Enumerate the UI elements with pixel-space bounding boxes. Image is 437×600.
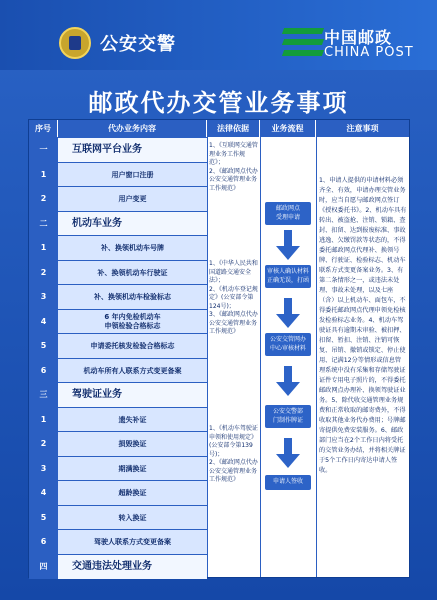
column-header-notice: 注意事项 (316, 120, 409, 137)
table-row (29, 333, 207, 358)
legal-basis-vehicle: 1、《中华人民共和国道路交通安全法》； 2、《机动车登记规定》(公安部令第124号)； 3、《邮政网点代办公安交通管理业务工作规范》 (209, 260, 258, 335)
section-row (29, 554, 207, 579)
row-service-text: 期满换证 (118, 464, 147, 473)
row-number: 2 (29, 187, 58, 211)
flow-step-1: 邮政网点 受理申请 (265, 202, 311, 225)
row-number: 2 (29, 432, 58, 456)
row-service-text: 机动车所有人联系方式变更备案 (83, 366, 182, 375)
row-number: 4 (29, 481, 58, 505)
column-header-no: 序号 (29, 120, 58, 137)
column-divider (316, 137, 317, 577)
police-org-name: 公安交警 (100, 34, 176, 55)
table-row (29, 235, 207, 260)
row-service-text: 补、换领机动车检验标志 (94, 293, 171, 301)
table-row (29, 431, 207, 456)
table-row (29, 309, 207, 334)
notice-text: 1、申请人提供的申请材料必须齐全、有效，申请办理交管业务时，应当自愿与邮政网点签订《授权委托书》。2、机动车具有转出、被盗抢、注销、锁籍、查封、扣留、达到报废标准、事故逃逸、欠缴罚款等状态的，不得委托邮政网点代理补、换领号牌、行驶证、检验标志、机动车联系方式变更备案业务。3、有第二条情形之一，或违法未处理、事故未处理，以及七座（含）以上机动车、面包车，不得委托邮政网点代理申领免检核发检验标志业务。4、机动车驾驶证具有逾期未审验、被扣押、扣留、暂扣、注销、注销可恢复、吊销、撤销或锁定、停止使用、记满12分等情形或信息管理系统中没有采集和存储驾驶证证件专用电子照片的，不得委托邮政网点办理补、换领驾驶证业务。5、除代收交通管理业务规费和正常收取的邮寄费外，不得收取其他业务代办费用；号牌邮寄提供免费安装服务。6、邮政部门应当在2个工作日内将受托的交管业务办结，并将相关牌证于5个工作日内寄达申请人签收。 (319, 177, 407, 474)
row-number: 3 (29, 457, 58, 481)
table-row (29, 407, 207, 432)
section-row (29, 137, 207, 162)
table-row (29, 162, 207, 187)
row-number: 2 (29, 261, 58, 285)
flow-arrow-icon (272, 366, 304, 396)
table-row (29, 260, 207, 285)
column-header-basis: 法律依据 (207, 120, 260, 137)
row-number: 三 (29, 383, 58, 407)
row-service-text: 转入换证 (118, 513, 147, 522)
row-service-text: 补、换领机动车行驶证 (97, 268, 168, 277)
header-bar (0, 0, 437, 70)
row-service-text: 机动车业务 (72, 217, 122, 229)
china-post-logo-icon (283, 24, 323, 60)
row-number: 1 (29, 408, 58, 432)
section-row (29, 382, 207, 407)
row-service-text: 损毁换证 (118, 440, 147, 448)
row-number: 四 (29, 555, 58, 579)
flow-step-4: 公安交警部 门制作牌证 (265, 405, 311, 428)
row-number: 6 (29, 530, 58, 554)
flow-step-2: 审核人确认材料 正确无误，打函 (265, 265, 311, 288)
flow-arrow-icon (272, 438, 304, 468)
row-service-text: 遗失补证 (118, 415, 147, 424)
row-number: 3 (29, 285, 58, 309)
page-title: 邮政代办交管业务事项 (88, 89, 349, 117)
row-service-text: 用户变更 (118, 195, 147, 203)
row-number: 5 (29, 506, 58, 530)
row-number: 一 (29, 138, 58, 162)
flow-arrow-icon (272, 230, 304, 260)
service-table (28, 119, 410, 578)
table-row (29, 186, 207, 211)
row-number: 二 (29, 212, 58, 236)
legal-basis-license: 1、《机动车驾驶证申领和使用规定》(公安部令第139号)； 2、《邮政网点代办公安交通管理业务工作规范》 (209, 425, 258, 483)
table-row (29, 284, 207, 309)
column-header-flow: 业务流程 (260, 120, 316, 137)
flow-step-3: 公安交管网办 中心审核材料 (265, 333, 311, 356)
row-service-text: 申请委托核发检验合格标志 (90, 342, 175, 350)
table-row (29, 358, 207, 383)
row-service-text: 驾驶证业务 (72, 389, 122, 400)
table-row (29, 480, 207, 505)
row-number: 6 (29, 359, 58, 383)
row-number: 5 (29, 334, 58, 358)
row-number: 4 (29, 310, 58, 334)
column-divider (260, 137, 261, 577)
row-service-text: 6 年内免检机动车 申领检验合格标志 (104, 312, 161, 330)
legal-basis-internet: 1、《互联网交通管理业务工作规范》； 2、《邮政网点代办公安交通管理业务工作规范》 (209, 142, 258, 192)
row-service-text: 驾驶人联系方式变更备案 (94, 538, 171, 546)
table-row (29, 529, 207, 554)
table-row (29, 456, 207, 481)
row-service-text: 互联网平台业务 (72, 144, 142, 155)
section-row (29, 211, 207, 236)
row-service-text: 用户窗口注册 (111, 170, 154, 179)
flow-step-5: 申请人签收 (265, 475, 311, 490)
row-number: 1 (29, 236, 58, 260)
row-service-text: 超龄换证 (118, 489, 147, 497)
china-post-name-cn: 中国邮政 (324, 28, 393, 47)
row-service-text: 补、换领机动车号牌 (101, 244, 164, 252)
flow-arrow-icon (272, 298, 304, 328)
column-divider (207, 137, 208, 577)
row-number: 1 (29, 163, 58, 187)
china-post-name-en: CHINA POST (324, 45, 414, 60)
column-header-content: 代办业务内容 (58, 120, 207, 137)
table-row (29, 505, 207, 530)
police-badge-icon (59, 27, 91, 59)
row-service-text: 交通违法处理业务 (72, 560, 152, 572)
